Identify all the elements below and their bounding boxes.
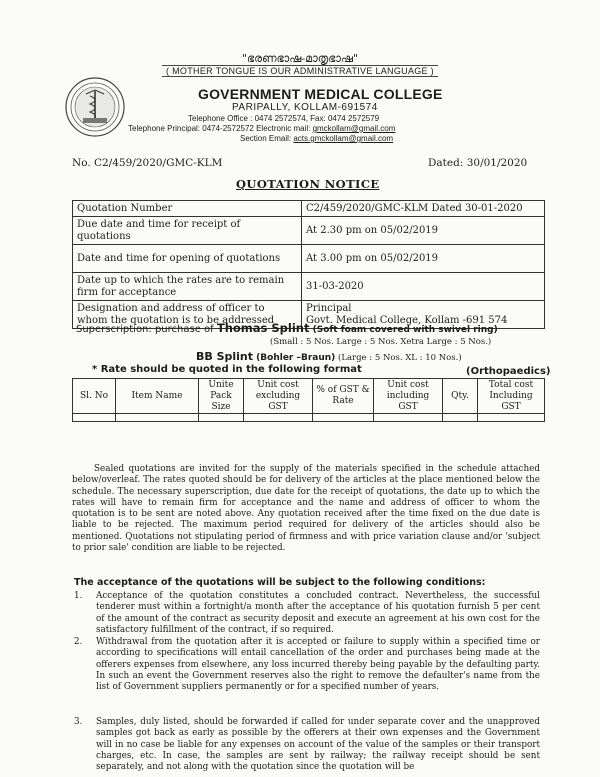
column-header: Unit cost including GST: [374, 379, 443, 414]
table-cell: [374, 414, 443, 422]
table-cell: [73, 414, 116, 422]
table-cell: [443, 414, 478, 422]
motto-english: [0, 66, 600, 76]
column-header: % of GST & Rate: [313, 379, 374, 414]
conditions-heading: The acceptance of the quotations will be subject to the following conditions:: [74, 577, 486, 588]
table-cell-label: Quotation Number: [73, 201, 302, 217]
table-cell: [244, 414, 313, 422]
intro-paragraph: Sealed quotations are invited for the supply of the materials specified in the schedule attached below/overleaf. The rates quoted should be for delivery of the articles at the place mentioned below the schedule. The necessary superscription, due date for the receipt of quotations, the date up to which the rates will have to remain firm for acceptance and the name and address of officer to whom the quotation is to be sent are noted above. Any quotation received after the time fixed on the due date is liable to be rejected. The maximum period required for delivery of the articles should also be mentioned. Quotations not stipulating period of firmness and with price variation clause and/or 'subject to prior sale' condition are liable to be rejected.: [72, 464, 540, 554]
telephone-principal-text: Telephone Principal: 0474-2572572 Electronic mail:: [128, 124, 313, 133]
table-cell-label: Designation and address of officer to whom the quotation is to be addressed: [73, 301, 302, 329]
table-row: [73, 273, 545, 301]
rate-note: * Rate should be quoted in the following format: [92, 364, 362, 375]
table-cell: [116, 414, 199, 422]
item2-sizes: (Large : 5 Nos. XL : 10 Nos.): [335, 353, 462, 363]
condition-item: [74, 591, 540, 636]
officer-address: Govt. Medical College, Kollam -691 574: [306, 314, 508, 326]
item1-detail: (Soft foam covered with swivel ring): [309, 325, 498, 335]
table-cell-label: Due date and time for receipt of quotations: [73, 217, 302, 245]
table-cell-label: Date up to which the rates are to remain firm for acceptance: [73, 273, 302, 301]
superscription: [76, 321, 498, 335]
table-cell-value: At 3.00 pm on 05/02/2019: [302, 245, 545, 273]
condition-number: 1.: [74, 591, 83, 601]
quotation-details-table: [72, 200, 545, 329]
principal-email-link[interactable]: gmckollam@gmail.com: [312, 124, 396, 133]
college-emblem-icon: [64, 76, 126, 138]
telephone-office: Telephone Office : 0474 2572574, Fax: 0474 2572579: [188, 114, 380, 123]
column-header: Unit cost excluding GST: [244, 379, 313, 414]
table-row: [73, 245, 545, 273]
table-cell-value: C2/459/2020/GMC-KLM Dated 30-01-2020: [302, 201, 545, 217]
table-cell-value: At 2.30 pm on 05/02/2019: [302, 217, 545, 245]
superscription-prefix: Superscription: purchase of: [76, 324, 217, 335]
condition-text: Samples, duly listed, should be forwarded if called for under separate cover and the unapproved samples got back as early as possible by the offerers at their own expenses and the Government will in no case be liable for any expenses on account of the value of the samples or their transport charges, etc. In case, the samples are sent by railway; the railway receipt should be sent separately, and not along with the quotation since the quotation will be: [96, 717, 540, 773]
condition-number: 2.: [74, 637, 83, 647]
column-header: Total cost Including GST: [478, 379, 545, 414]
table-header-row: [73, 379, 545, 414]
reference-date: Dated: 30/01/2020: [428, 157, 528, 169]
department-label: (Orthopaedics): [466, 366, 551, 377]
condition-text: Withdrawal from the quotation after it is accepted or failure to supply within a specified time or according to specifications will entail cancellation of the order and purchases being made at the offerers expenses from elsewhere, any loss incurred thereby being payable by the defaulting party. In such an event the Government reserves also the right to remove the defaulter's name from the list of Government suppliers permanently or for a specified number of years.: [96, 637, 540, 693]
column-header: Unite Pack Size: [199, 379, 244, 414]
page-title: QUOTATION NOTICE: [236, 177, 380, 191]
condition-text: Acceptance of the quotation constitutes a concluded contract. Nevertheless, the successful tenderer must within a fortnight/a month after the acceptance of his quotation furnish 5 per cent of the amount of the contract as security deposit and execute an agreement at his own cost for the satisfactory fulfillment of the contract, if so required.: [96, 591, 540, 635]
item1-sizes: (Small : 5 Nos. Large : 5 Nos. Xetra Large : 5 Nos.): [270, 337, 492, 347]
column-header: Qty.: [443, 379, 478, 414]
table-row: [73, 414, 545, 422]
table-cell-value: 31-03-2020: [302, 273, 545, 301]
column-header: Sl. No: [73, 379, 116, 414]
telephone-principal: [128, 124, 395, 133]
table-row: [73, 201, 545, 217]
item2-name: BB Splint: [196, 350, 254, 363]
item1-name: Thomas Splint: [216, 321, 310, 335]
college-name: GOVERNMENT MEDICAL COLLEGE: [198, 86, 443, 102]
condition-item: [74, 637, 540, 693]
motto-malayalam: "ഭരണഭാഷ-മാതൃഭാഷ": [241, 52, 359, 65]
column-header: Item Name: [116, 379, 199, 414]
condition-item: [74, 717, 540, 773]
reference-number: No. C2/459/2020/GMC-KLM: [72, 157, 223, 169]
item2-detail: (Bohler –Braun): [253, 353, 336, 363]
table-cell: [199, 414, 244, 422]
table-cell: [313, 414, 374, 422]
item2: [196, 350, 462, 363]
table-cell: [478, 414, 545, 422]
table-row: [73, 217, 545, 245]
motto-english-text: ( MOTHER TONGUE IS OUR ADMINISTRATIVE LANGUAGE ): [162, 65, 438, 77]
section-email: [240, 134, 393, 143]
condition-number: 3.: [74, 717, 83, 727]
section-email-label: Section Email:: [240, 134, 294, 143]
officer-designation: Principal: [306, 302, 352, 314]
table-cell-label: Date and time for opening of quotations: [73, 245, 302, 273]
section-email-link[interactable]: acts.gmckollam@gmail.com: [293, 134, 394, 143]
college-address: PARIPALLY, KOLLAM-691574: [232, 102, 378, 113]
rate-format-table: [72, 378, 545, 422]
